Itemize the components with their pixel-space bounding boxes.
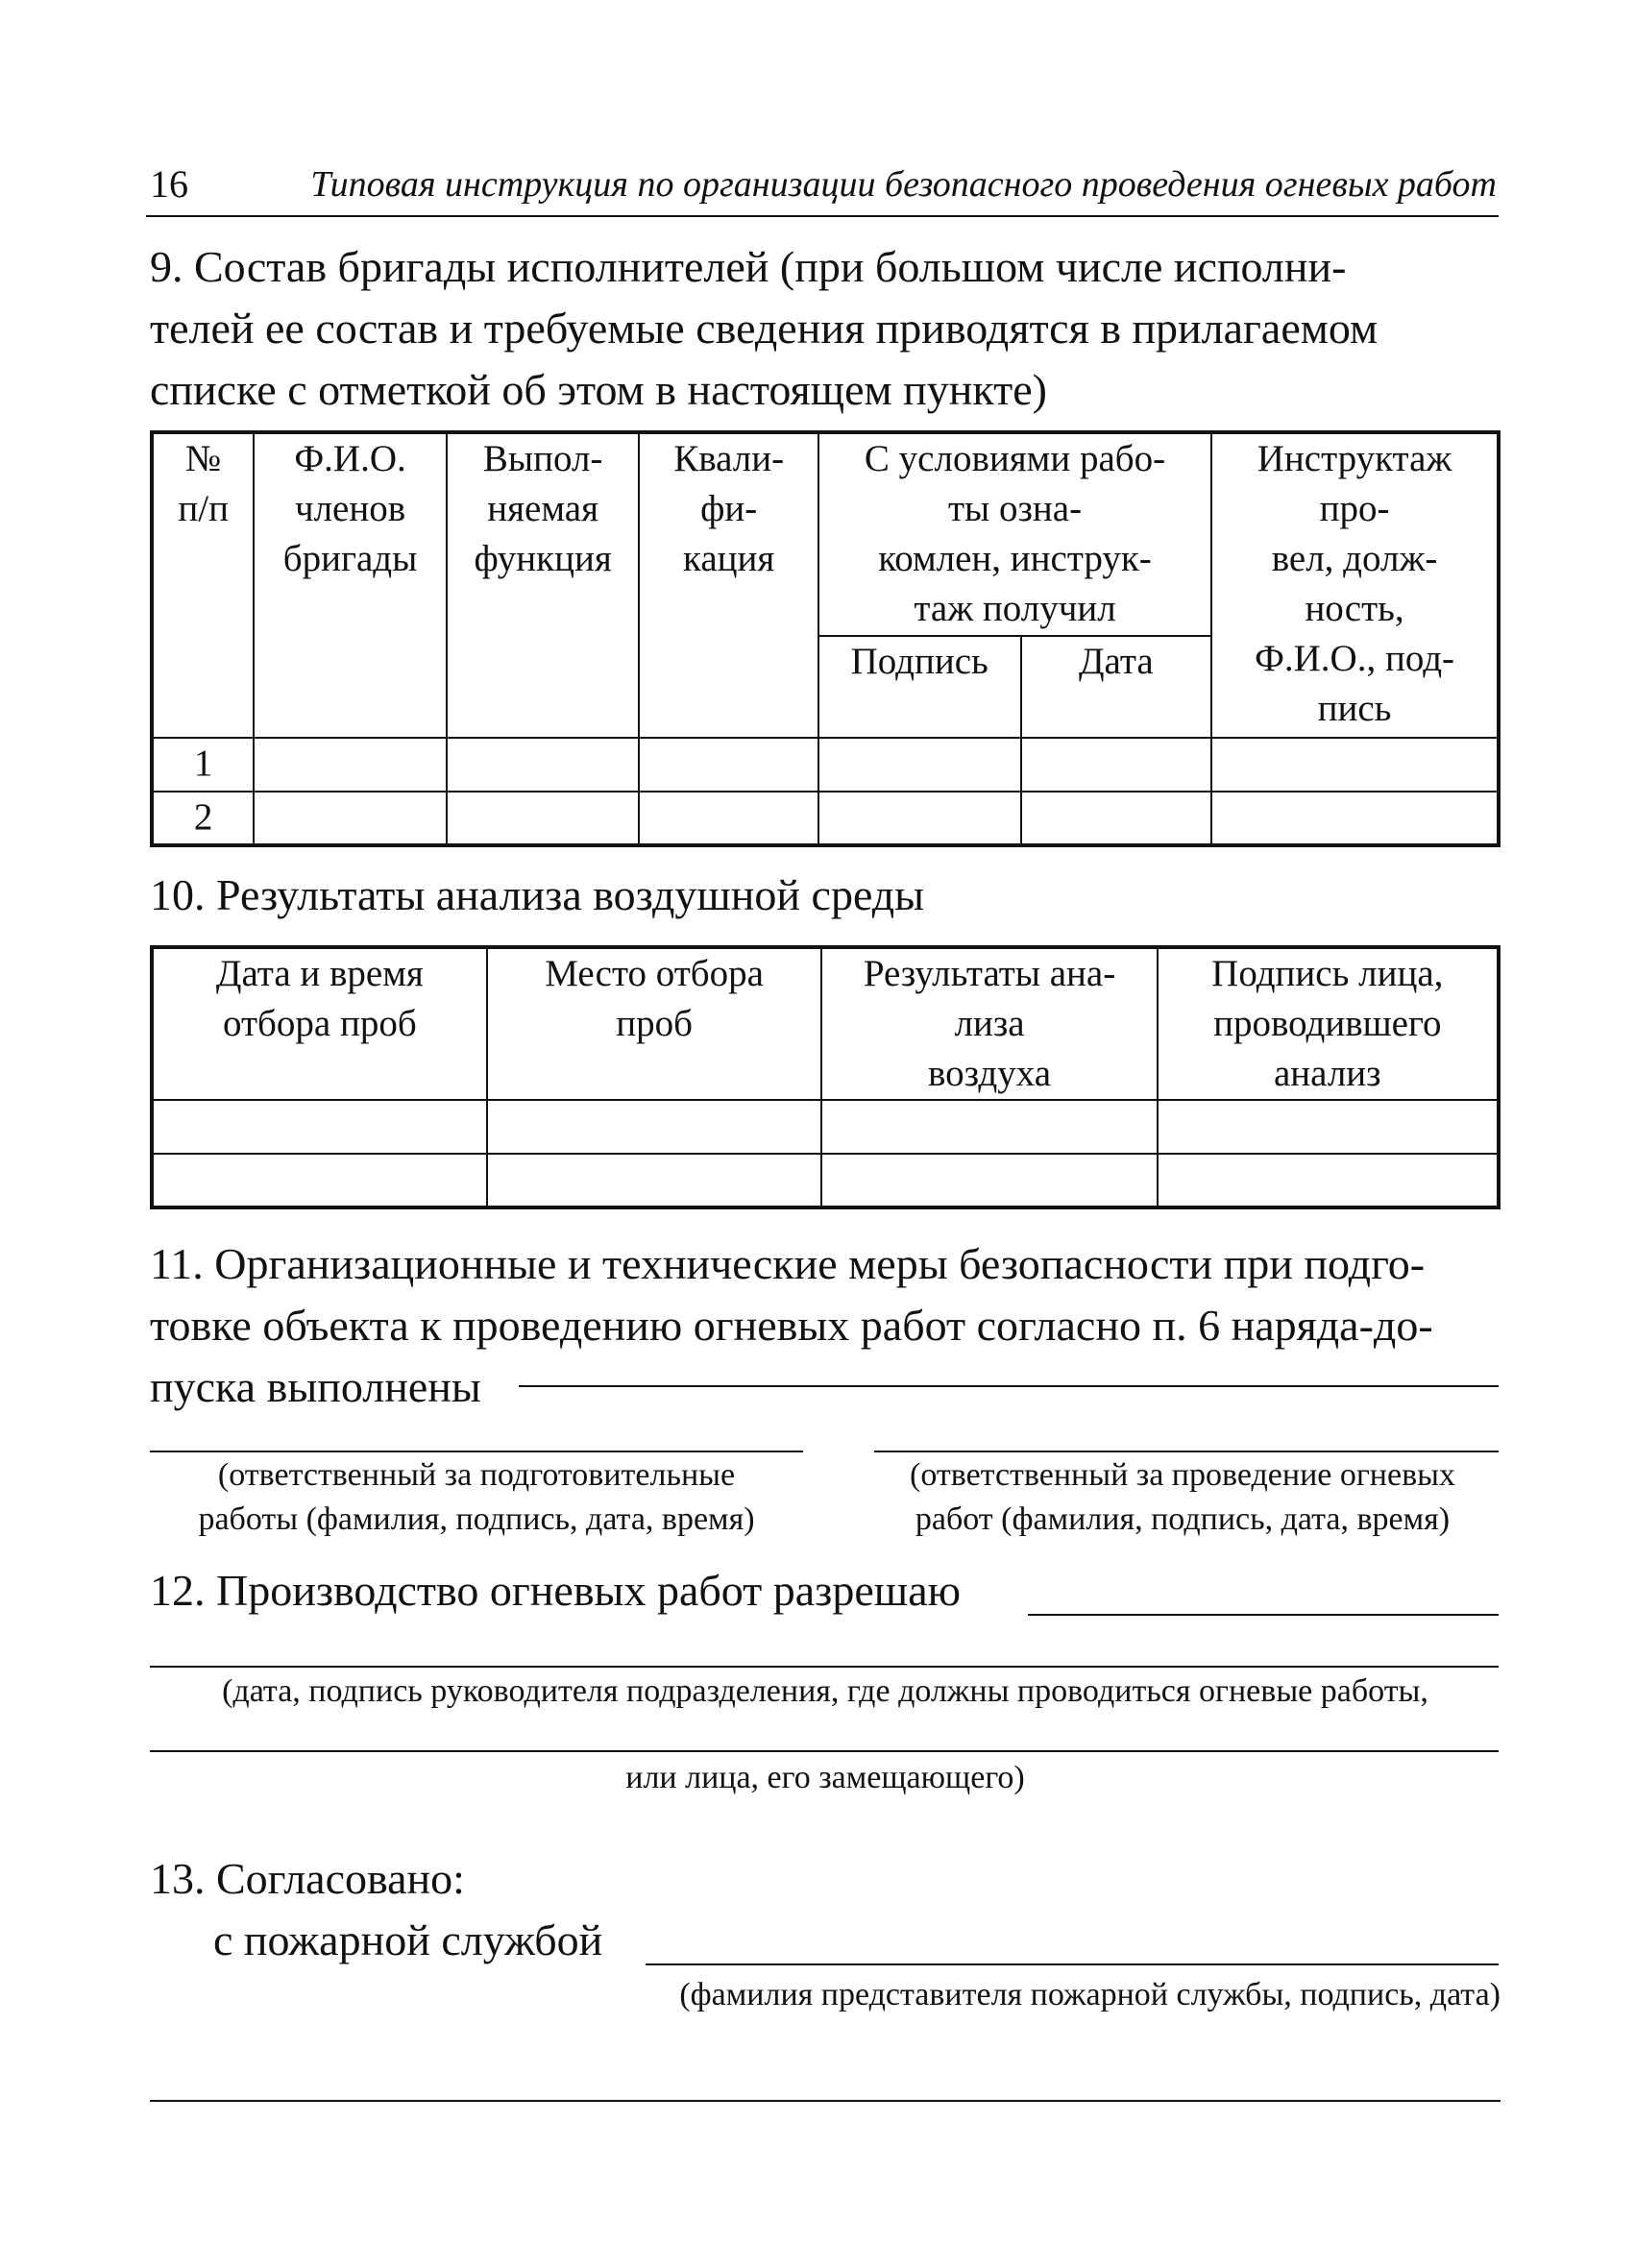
brigade-table — [150, 430, 1501, 847]
table-cell — [487, 1100, 822, 1154]
table-cell — [487, 1154, 822, 1207]
section-9-line: 9. Состав бригады исполнителей (при большом числе исполни- — [150, 242, 1347, 291]
section-10-heading: 10. Результаты анализа воздушной среды — [150, 870, 925, 919]
fire-service-caption: (фамилия представителя пожарной службы, подпись, дата) — [679, 1977, 1501, 2012]
fill-in-line — [519, 1385, 1499, 1387]
fill-in-line — [150, 1666, 1499, 1668]
table-cell — [152, 1154, 487, 1207]
table-cell — [821, 1100, 1157, 1154]
table-cell — [821, 1154, 1157, 1207]
section-9-line: списке с отметкой об этом в настоящем пункте) — [150, 365, 1047, 414]
fill-in-line — [150, 2100, 1501, 2102]
table-cell — [254, 738, 447, 792]
table-cell — [152, 1100, 487, 1154]
section-11-line: пуска выполнены — [150, 1362, 481, 1411]
table-cell — [639, 792, 818, 845]
table-cell — [1021, 792, 1212, 845]
table-row — [152, 1154, 1499, 1207]
header-acquainted: С условиями рабо- ты озна- комлен, инструк- таж получил — [818, 432, 1211, 636]
table-cell — [818, 792, 1021, 845]
header-function: Выпол- няемая функция — [447, 432, 640, 738]
signature-line — [150, 1451, 803, 1452]
row-number: 2 — [152, 792, 254, 845]
section-9-line: телей ее состав и требуемые сведения приводятся в прилагаемом — [150, 304, 1379, 353]
fill-in-line — [150, 1750, 1499, 1752]
section-11-line: 11. Организационные и технические меры безопасности при подго- — [150, 1239, 1426, 1288]
fire-service-label: с пожарной службой — [213, 1915, 603, 1964]
header-results: Результаты ана- лиза воздуха — [821, 947, 1157, 1100]
row-number: 1 — [152, 738, 254, 792]
section-13-heading: 13. Согласовано: — [150, 1854, 465, 1903]
page-number: 16 — [150, 162, 188, 206]
table-cell — [639, 738, 818, 792]
table-cell — [447, 738, 640, 792]
preparation-responsible-caption: (ответственный за подготовительные работы (фамилия, подпись, дата, время) — [198, 1457, 755, 1537]
header-signature: Подпись лица, проводившего анализ — [1158, 947, 1499, 1100]
fill-in-line — [646, 1963, 1499, 1965]
header-qualification: Квали- фи- кация — [639, 432, 818, 738]
header-briefing: Инструктаж про- вел, долж- ность, Ф.И.О., под- пись — [1211, 432, 1499, 738]
section-9-heading — [150, 236, 1499, 421]
table-row — [152, 1100, 1499, 1154]
table-cell — [818, 738, 1021, 792]
section-11-heading — [150, 1233, 1501, 1418]
header-datetime: Дата и время отбора проб — [152, 947, 487, 1100]
table-cell — [1021, 738, 1212, 792]
table-cell — [1158, 1100, 1499, 1154]
table-row — [152, 792, 1499, 845]
table-cell — [1211, 738, 1499, 792]
fill-in-line — [1028, 1614, 1499, 1616]
table-cell — [1211, 792, 1499, 845]
header-acq-date: Дата — [1021, 636, 1212, 738]
table-cell — [1158, 1154, 1499, 1207]
section-11-line: товке объекта к проведению огневых работ согласно п. 6 наряда-до- — [150, 1301, 1433, 1350]
table-cell — [447, 792, 640, 845]
header-rule — [146, 215, 1499, 217]
table-row — [152, 738, 1499, 792]
header-place: Место отбора проб — [487, 947, 822, 1100]
firework-responsible-caption: (ответственный за проведение огневых работ (фамилия, подпись, дата, время) — [910, 1457, 1455, 1537]
running-title: Типовая инструкция по организации безопасного проведения огневых работ — [310, 164, 1497, 205]
air-analysis-table — [150, 945, 1501, 1209]
approver-caption-continued: или лица, его замещающего) — [625, 1760, 1025, 1795]
header-fio: Ф.И.О. членов бригады — [254, 432, 447, 738]
table-cell — [254, 792, 447, 845]
header-acq-signature: Подпись — [818, 636, 1021, 738]
header-num: № п/п — [152, 432, 254, 738]
signature-line — [874, 1451, 1499, 1452]
section-12-heading: 12. Производство огневых работ разрешаю — [150, 1566, 961, 1615]
approver-caption: (дата, подпись руководителя подразделения, где должны проводиться огневые работы, — [222, 1673, 1428, 1709]
